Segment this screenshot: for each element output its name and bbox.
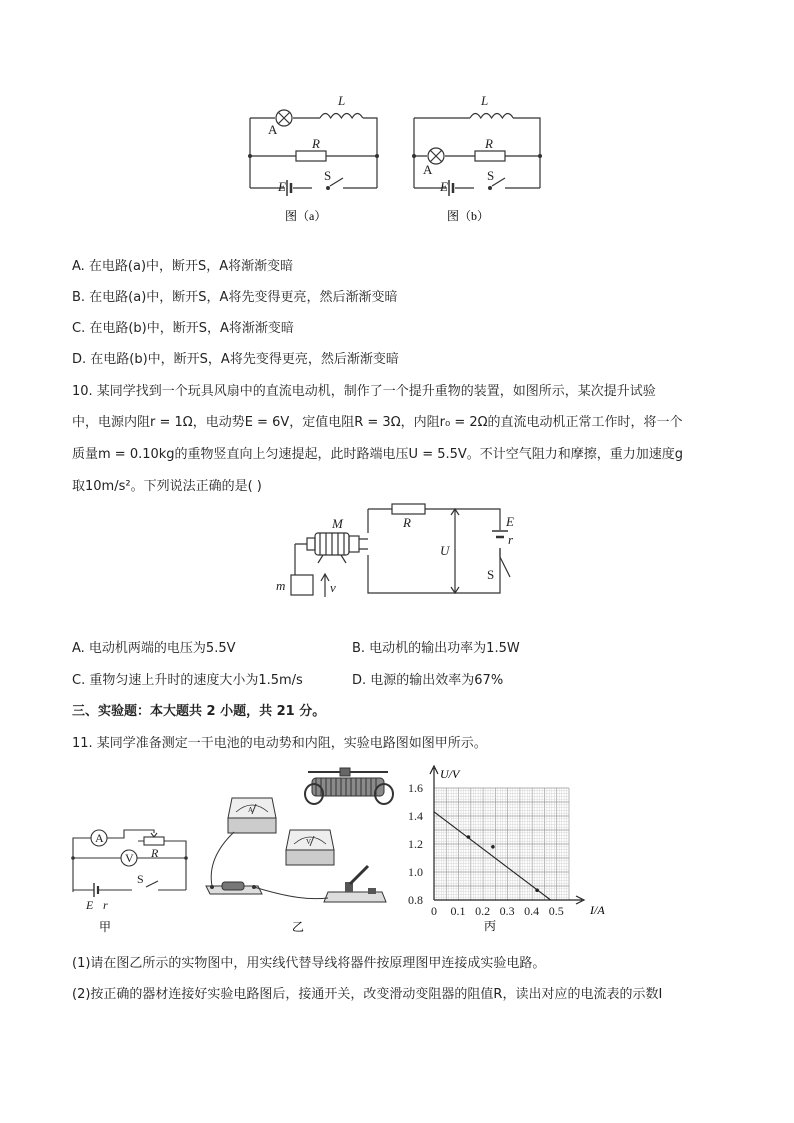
fig10-label-m: m <box>276 578 286 593</box>
q10-option-a: A. 电动机两端的电压为5.5V <box>72 641 236 656</box>
y-tick-label: 0.8 <box>408 893 423 907</box>
x-tick-label: 0.2 <box>475 904 491 918</box>
battery-icon <box>206 882 262 894</box>
q10-stem-line-3: 质量m = 0.10kg的重物竖直向上匀速提起，此时路端电压U = 5.5V。不计空气阻力和摩擦，重力加速度g <box>72 447 684 462</box>
data-point <box>535 888 539 892</box>
switch-icon <box>324 866 386 902</box>
section-3-heading: 三、实验题：本大题共 2 小题，共 21 分。 <box>72 704 326 719</box>
y-tick-label: 1.4 <box>408 809 423 823</box>
fig11yi-caption: 乙 <box>292 920 305 934</box>
figure-9-circuits <box>240 90 560 230</box>
svg-text:A: A <box>248 806 254 814</box>
chart-ylabel: U/V <box>440 767 460 781</box>
q10-option-c: C. 重物匀速上升时的速度大小为1.5m/s <box>72 673 303 688</box>
fit-line <box>434 812 551 900</box>
q10-stem-line-2: 中，电源内阻r = 1Ω，电动势E = 6V，定值电阻R = 3Ω，内阻r₀ = 2Ω的直流电动机正常工作时，将一个 <box>72 415 683 430</box>
fig11jia-caption: 甲 <box>99 920 112 934</box>
q10-stem-line-4: 取10m/s²。下列说法正确的是( ) <box>72 479 262 494</box>
q10-option-d: D. 电源的输出效率为67% <box>352 673 504 688</box>
q11-sub1: (1)请在图乙所示的实物图中，用实线代替导线将器件按原理图甲连接成实验电路。 <box>72 956 546 971</box>
figure-10-motor-circuit <box>270 495 540 610</box>
q9-option-c: C. 在电路(b)中，断开S，A将渐渐变暗 <box>72 321 294 336</box>
fig11jia-label-A: A <box>95 831 104 845</box>
fig10-label-U: U <box>440 543 450 558</box>
fig9a-label-A: A <box>268 122 278 137</box>
ammeter-icon <box>228 798 276 833</box>
fig9a-label-R: R <box>312 136 320 151</box>
data-point <box>491 845 495 849</box>
fig11jia-label-r: r <box>103 898 108 912</box>
fig9b-caption: 图（b） <box>447 209 490 223</box>
y-tick-label: 1.0 <box>408 865 423 879</box>
fig9a-label-L: L <box>338 93 346 108</box>
q11-stem: 11. 某同学准备测定一干电池的电动势和内阻，实验电路图如图甲所示。 <box>72 736 487 751</box>
fig9a-caption: 图（a） <box>285 209 327 223</box>
chart-xlabel: I/A <box>590 903 605 917</box>
rheostat-icon <box>305 768 393 804</box>
figure-11-yi-apparatus <box>200 760 400 935</box>
fig10-label-r: r <box>508 532 514 547</box>
chart-caption: 丙 <box>484 919 497 933</box>
q10-stem-line-1: 10. 某同学找到一个玩具风扇中的直流电动机，制作了一个提升重物的装置，如图所示，某次提升试验 <box>72 384 656 399</box>
fig9a-label-S: S <box>324 168 332 183</box>
fig9a-label-E: E <box>278 179 286 194</box>
x-tick-label: 0.4 <box>524 904 540 918</box>
fig10-label-S: S <box>487 567 495 582</box>
fig10-label-R: R <box>403 515 411 530</box>
fig9b-label-L: L <box>481 93 489 108</box>
fig11jia-label-S: S <box>137 872 144 886</box>
x-tick-label: 0.5 <box>548 904 564 918</box>
fig9b-label-S: S <box>487 168 495 183</box>
y-tick-label: 1.6 <box>408 781 423 795</box>
fig10-label-E: E <box>506 514 514 529</box>
fig9b-label-R: R <box>485 136 493 151</box>
x-tick-label: 0.1 <box>450 904 466 918</box>
figure-11-jia-circuit <box>66 810 196 934</box>
fig9b-label-A: A <box>423 162 433 177</box>
fig10-label-v: v <box>330 580 336 595</box>
figure-11-bing-chart <box>404 762 624 940</box>
fig10-label-M: M <box>332 516 343 531</box>
fig11jia-label-V: V <box>125 851 134 865</box>
fig9b-label-E: E <box>440 179 448 194</box>
fig11jia-label-E: E <box>86 898 94 912</box>
q9-option-d: D. 在电路(b)中，断开S，A将先变得更亮，然后渐渐变暗 <box>72 352 399 367</box>
fig11jia-label-R: R <box>151 846 159 860</box>
q10-option-b: B. 电动机的输出功率为1.5W <box>352 641 520 656</box>
data-point <box>467 835 471 839</box>
x-tick-label: 0.3 <box>499 904 515 918</box>
q11-sub2: (2)按正确的器材连接好实验电路图后，接通开关，改变滑动变阻器的阻值R，读出对应的电流表的示数I <box>72 987 663 1002</box>
voltmeter-icon <box>286 830 334 865</box>
q9-option-b: B. 在电路(a)中，断开S，A将先变得更亮，然后渐渐变暗 <box>72 290 398 305</box>
x-tick-label: 0 <box>431 904 437 918</box>
svg-text:V: V <box>306 838 312 846</box>
q9-option-a: A. 在电路(a)中，断开S，A将渐渐变暗 <box>72 259 294 274</box>
y-tick-label: 1.2 <box>408 837 423 851</box>
